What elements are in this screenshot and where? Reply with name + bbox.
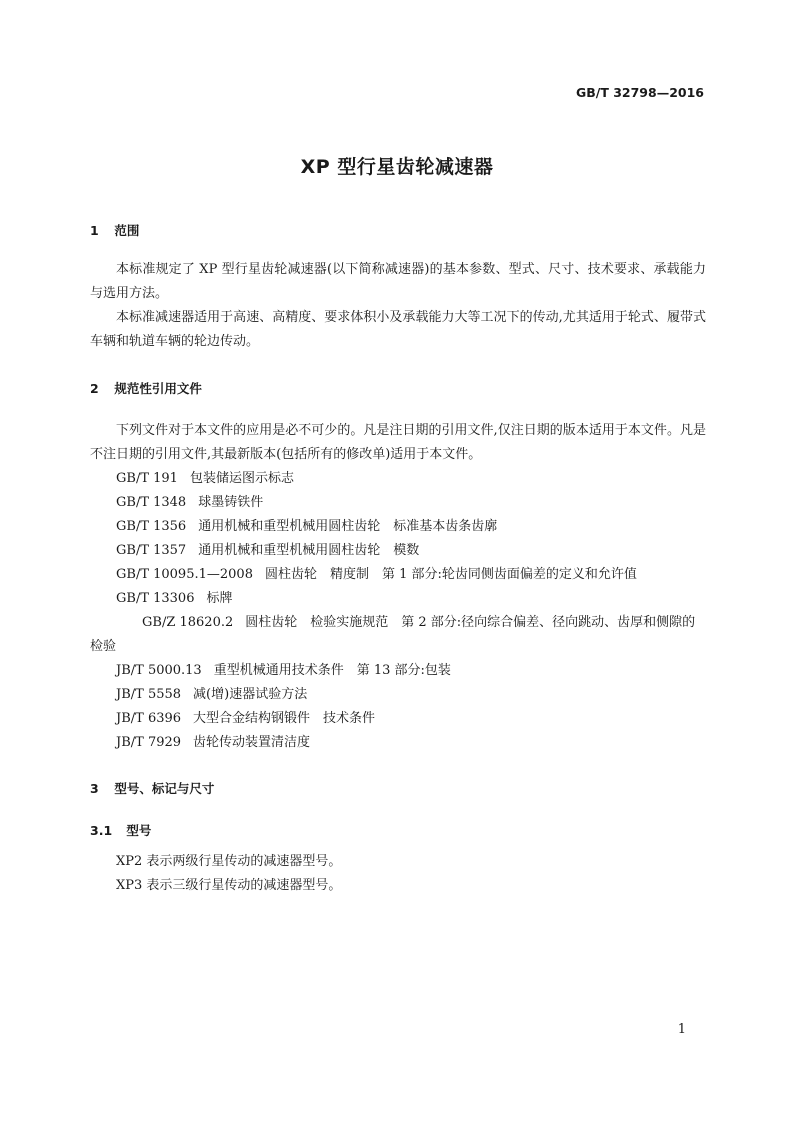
subsection-title: 型号 bbox=[126, 823, 152, 838]
model-line-1: XP2 表示两级行星传动的减速器型号。 bbox=[116, 854, 342, 869]
section-1-heading bbox=[90, 221, 139, 239]
reference-list bbox=[90, 467, 706, 755]
reference-code: JB/T 5558 bbox=[116, 687, 182, 702]
reference-item bbox=[90, 707, 706, 731]
reference-title: 球墨铸铁件 bbox=[198, 495, 264, 510]
reference-title: 圆柱齿轮 检验实施规范 第 2 部分:径向综合偏差、径向跳动、齿厚和侧隙的检验 bbox=[90, 615, 696, 654]
section-title: 型号、标记与尺寸 bbox=[114, 781, 215, 796]
section-number: 2 bbox=[90, 381, 99, 396]
reference-code: GB/T 13306 bbox=[116, 591, 195, 606]
reference-item bbox=[90, 611, 706, 659]
reference-title: 齿轮传动装置清洁度 bbox=[193, 735, 311, 750]
reference-title: 大型合金结构钢锻件 技术条件 bbox=[193, 711, 376, 726]
reference-code: JB/T 6396 bbox=[116, 711, 182, 726]
document-title: XP 型行星齿轮减速器 bbox=[300, 156, 494, 178]
section-3-heading bbox=[90, 779, 214, 797]
model-line-2: XP3 表示三级行星传动的减速器型号。 bbox=[116, 878, 342, 893]
reference-title: 减(增)速器试验方法 bbox=[193, 687, 308, 702]
reference-item bbox=[90, 467, 706, 491]
reference-title: 标牌 bbox=[206, 591, 233, 606]
reference-code: JB/T 5000.13 bbox=[116, 663, 202, 678]
reference-item bbox=[90, 683, 706, 707]
reference-code: GB/Z 18620.2 bbox=[142, 615, 234, 630]
reference-item bbox=[90, 515, 706, 539]
section-2-heading bbox=[90, 379, 202, 397]
page-number: 1 bbox=[677, 1022, 686, 1037]
reference-title: 重型机械通用技术条件 第 13 部分:包装 bbox=[213, 663, 451, 678]
reference-item bbox=[90, 539, 706, 563]
scope-body bbox=[90, 258, 706, 354]
section-title: 规范性引用文件 bbox=[114, 381, 202, 396]
reference-code: GB/T 1348 bbox=[116, 495, 187, 510]
section-number: 1 bbox=[90, 223, 99, 238]
scope-paragraph-1: 本标准规定了 XP 型行星齿轮减速器(以下简称减速器)的基本参数、型式、尺寸、技术要求、承载能力与选用方法。 bbox=[90, 262, 706, 301]
subsection-number: 3.1 bbox=[90, 823, 113, 838]
reference-title: 通用机械和重型机械用圆柱齿轮 标准基本齿条齿廓 bbox=[198, 519, 498, 534]
reference-code: GB/T 191 bbox=[116, 471, 178, 486]
scope-paragraph-2: 本标准减速器适用于高速、高精度、要求体积小及承载能力大等工况下的传动,尤其适用于轮式、履带式车辆和轨道车辆的轮边传动。 bbox=[90, 310, 706, 349]
reference-code: GB/T 1356 bbox=[116, 519, 187, 534]
models-body bbox=[90, 850, 706, 898]
reference-title: 包装储运图示标志 bbox=[189, 471, 294, 486]
reference-item bbox=[90, 659, 706, 683]
subsection-3-1-heading bbox=[90, 821, 151, 839]
reference-item bbox=[90, 491, 706, 515]
reference-item bbox=[90, 587, 706, 611]
reference-code: GB/T 1357 bbox=[116, 543, 187, 558]
reference-title: 圆柱齿轮 精度制 第 1 部分:轮齿同侧齿面偏差的定义和允许值 bbox=[264, 567, 637, 582]
normative-refs-intro bbox=[90, 419, 706, 467]
section-title: 范围 bbox=[114, 223, 140, 238]
reference-code: JB/T 7929 bbox=[116, 735, 182, 750]
reference-title: 通用机械和重型机械用圆柱齿轮 模数 bbox=[198, 543, 420, 558]
reference-item bbox=[90, 731, 706, 755]
reference-code: GB/T 10095.1—2008 bbox=[116, 567, 253, 582]
intro-paragraph: 下列文件对于本文件的应用是必不可少的。凡是注日期的引用文件,仅注日期的版本适用于本文件。凡是不注日期的引用文件,其最新版本(包括所有的修改单)适用于本文件。 bbox=[90, 423, 706, 462]
reference-item bbox=[90, 563, 706, 587]
section-number: 3 bbox=[90, 781, 99, 796]
document-code: GB/T 32798—2016 bbox=[575, 85, 704, 100]
